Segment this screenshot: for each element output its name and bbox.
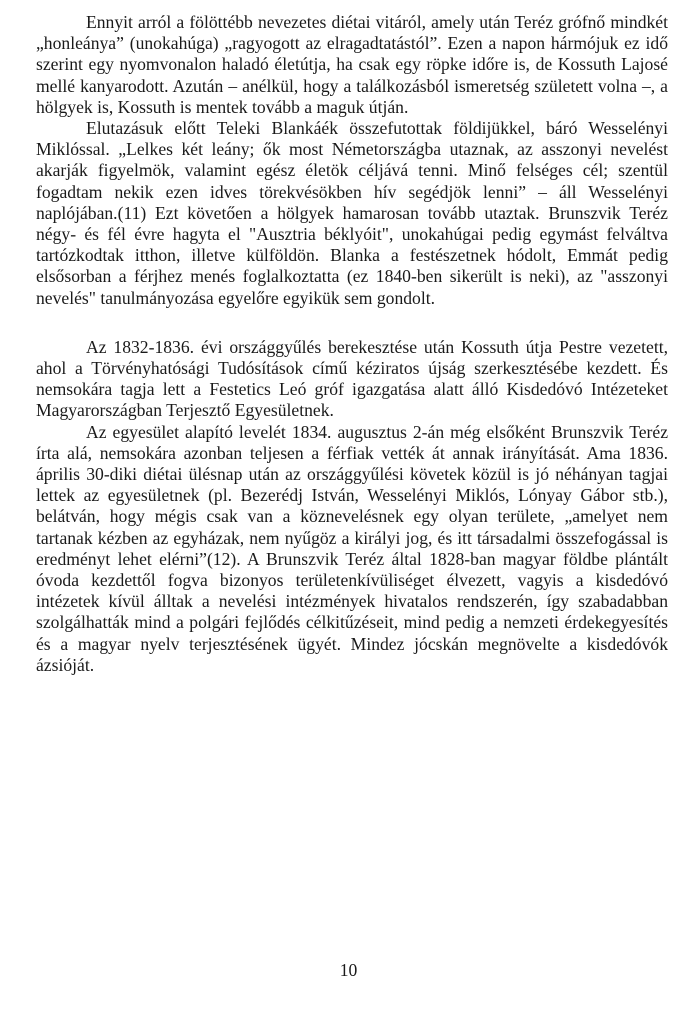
section-gap bbox=[36, 309, 668, 337]
page-number: 10 bbox=[339, 960, 358, 980]
document-page bbox=[36, 12, 668, 676]
paragraph-3: Az 1832-1836. évi országgyűlés berekesztése után Kossuth útja Pestre vezetett, ahol a Törvényhatósági Tudósítások című kéziratos újság szerkesztésébe kezdett. És nemsokára tagja lett a Festetics Leó gróf igazgatása alatt álló Kisdedóvó Intézeteket Magyarországban Terjesztő Egyesületnek. bbox=[36, 336, 668, 421]
paragraph-2: Elutazásuk előtt Teleki Blankáék összefutottak földijükkel, báró Wesselényi Miklóssal. „Lelkes két leány; ők most Németországba utaznak, az asszonyi nevelést akarják figyelmök, valamint egész életök céljává tenni. Minő felséges cél; szentül fogadtam nekik ezen idves törekvésökben hív segédjök lenni” – áll Wesselényi naplójában.(11) Ezt követően a hölgyek hamarosan tovább utaztak. Brunszvik Teréz négy- és fél évre hagyta el "Ausztria béklyóit", unokahúgai pedig egymást felváltva tartózkodtak itthon, illetve külföldön. Blanka a festészetnek hódolt, Emmát pedig elsősorban a férjhez menés foglalkoztatta (ez 1840-ben sikerült is neki), az "asszonyi nevelés" tanulmányozása egyelőre egyikük sem gondolt. bbox=[36, 118, 668, 308]
paragraph-1: Ennyit arról a fölöttébb nevezetes diétai vitáról, amely után Teréz grófnő mindkét „honleánya” (unokahúga) „ragyogott az elragadtatástól”. Ezen a napon hármójuk ez idő szerint egy nyomvonalon haladó életútja, ha csak egy röpke időre is, de Kossuth Lajosé mellé kanyarodott. Azután – anélkül, hogy a találkozásból ismeretség született volna –, a hölgyek is, Kossuth is mentek tovább a maguk útján. bbox=[36, 12, 668, 117]
paragraph-4: Az egyesület alapító levelét 1834. augusztus 2-án még elsőként Brunszvik Teréz írta alá, nemsokára azonban teljesen a férfiak vették át annak irányítását. Ama 1836. április 30-diki diétai ülésnap után az országgyűlési követek közül is jó néhányan tagjai lettek az egyesületnek (pl. Bezerédj István, Wesselényi Miklós, Lónyay Gábor stb.), belátván, hogy mégis csak van a köznevelésnek egy olyan területe, „amelyet nem tartanak kézben az egyházak, nem nyűgöz a királyi jog, és itt társadalmi összefogással is eredményt lehet elérni”(12). A Brunszvik Teréz által 1828-ban magyar földbe plántált óvoda kezdettől fogva bizonyos területenkívüliséget élvezett, vagyis a kisdedóvó intézetek kívül álltak a nevelési intézmények hivatalos rendszerén, így szabadabban szolgálhatták mind a polgári fejlődés célkitűzéseit, mind pedig a nemzeti érdekegyesítés és a magyar nyelv terjesztésének ügyét. Mindez jócskán megnövelte a kisdedóvók ázsióját. bbox=[36, 421, 668, 675]
